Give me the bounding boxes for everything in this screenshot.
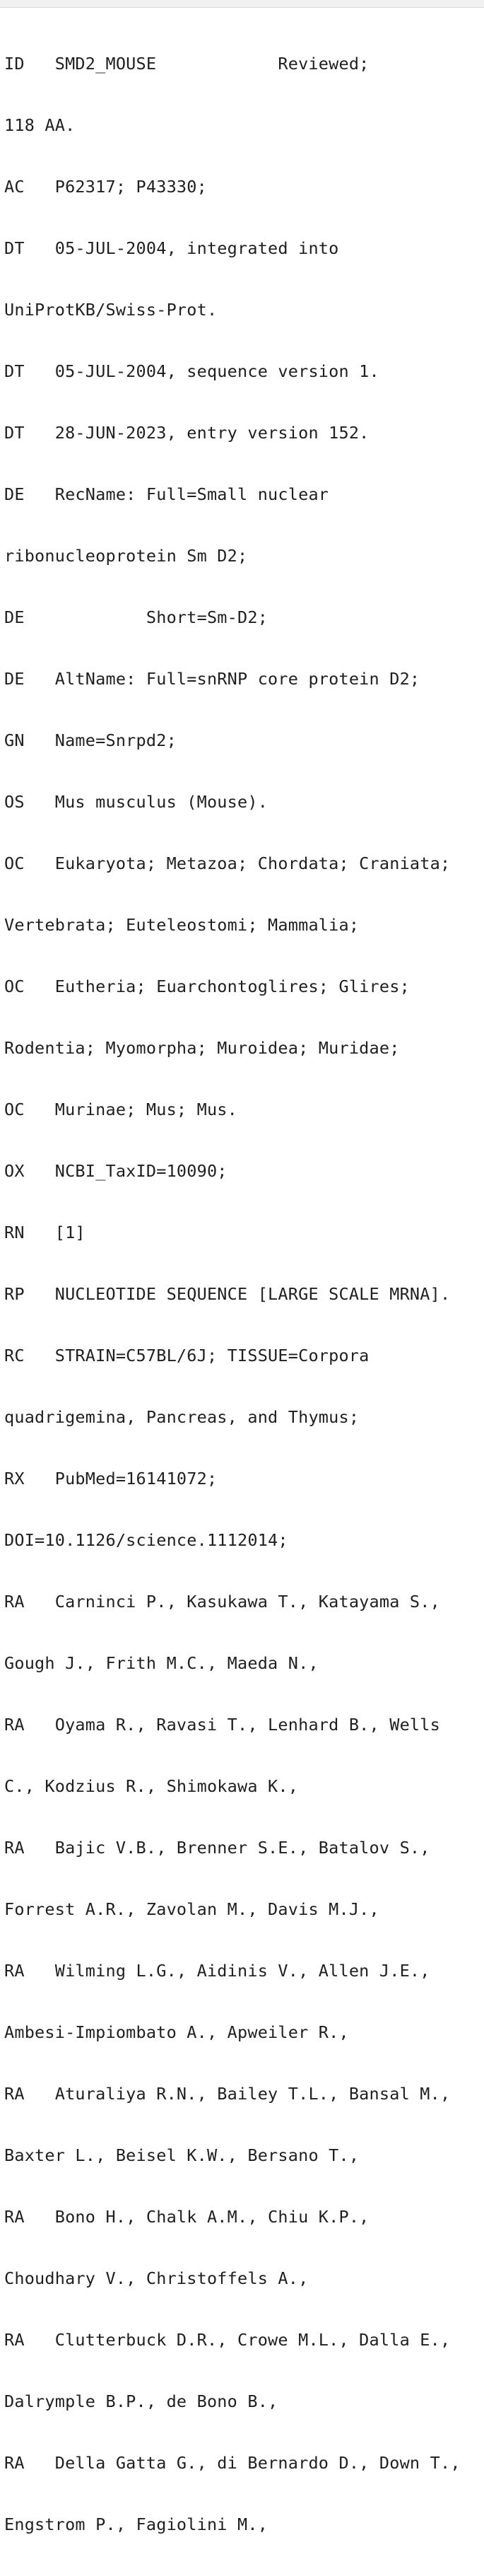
text-line: DT 05-JUL-2004, integrated into (4, 238, 339, 258)
text-line: Dalrymple B.P., de Bono B., (4, 2391, 278, 2411)
text-line: Forrest A.R., Zavolan M., Davis M.J., (4, 1899, 379, 1919)
text-line: RA Oyama R., Ravasi T., Lenhard B., Wells (4, 1715, 440, 1735)
text-line: RA Della Gatta G., di Bernardo D., Down T., (4, 2453, 461, 2473)
text-line: RC STRAIN=C57BL/6J; TISSUE=Corpora (4, 1346, 370, 1365)
text-line: RA Aturaliya R.N., Bailey T.L., Bansal M., (4, 2084, 451, 2104)
text-line: DT 28-JUN-2023, entry version 152. (4, 423, 370, 443)
text-line: C., Kodzius R., Shimokawa K., (4, 1776, 299, 1796)
text-line: OC Eutheria; Euarchontoglires; Glires; (4, 977, 410, 996)
text-line: DE Short=Sm-D2; (4, 607, 268, 627)
text-line: OX NCBI_TaxID=10090; (4, 1161, 228, 1181)
text-line: RN [1] (4, 1223, 85, 1242)
text-line: Rodentia; Myomorpha; Muroidea; Muridae; (4, 1038, 400, 1058)
top-edge (0, 0, 484, 8)
text-line: DE RecName: Full=Small nuclear (4, 484, 329, 504)
text-line: ribonucleoprotein Sm D2; (4, 546, 248, 566)
text-line: Choudhary V., Christoffels A., (4, 2268, 309, 2288)
text-line: RX PubMed=16141072; (4, 1469, 218, 1488)
text-line: OS Mus musculus (Mouse). (4, 792, 268, 812)
text-line: RP NUCLEOTIDE SEQUENCE [LARGE SCALE MRNA]. (4, 1284, 451, 1304)
text-line: RA Carninci P., Kasukawa T., Katayama S., (4, 1592, 440, 1612)
text-line: Ambesi-Impiombato A., Apweiler R., (4, 2022, 349, 2042)
text-line: 118 AA. (4, 115, 76, 135)
text-line: AC P62317; P43330; (4, 177, 207, 197)
text-line: OC Murinae; Mus; Mus. (4, 1100, 238, 1119)
text-line: GN Name=Snrpd2; (4, 730, 177, 750)
text-line: RA Wilming L.G., Aidinis V., Allen J.E., (4, 1961, 430, 1981)
text-line: Vertebrata; Euteleostomi; Mammalia; (4, 915, 360, 935)
text-line: RA Bajic V.B., Brenner S.E., Batalov S., (4, 1838, 430, 1858)
text-line: Engstrom P., Fagiolini M., (4, 2514, 268, 2534)
text-line: DOI=10.1126/science.1112014; (4, 1530, 288, 1550)
text-line: UniProtKB/Swiss-Prot. (4, 300, 218, 320)
text-line: OC Eukaryota; Metazoa; Chordata; Craniata; (4, 853, 451, 873)
text-line: ID SMD2_MOUSE Reviewed; (4, 54, 370, 74)
text-line: RA Clutterbuck D.R., Crowe M.L., Dalla E., (4, 2330, 451, 2350)
text-line: quadrigemina, Pancreas, and Thymus; (4, 1407, 360, 1427)
text-line: Gough J., Frith M.C., Maeda N., (4, 1653, 319, 1673)
text-line: Baxter L., Beisel K.W., Bersano T., (4, 2145, 360, 2165)
text-line: RA Bono H., Chalk A.M., Chiu K.P., (4, 2207, 370, 2227)
text-line: DE AltName: Full=snRNP core protein D2; (4, 669, 420, 689)
uniprot-entry-text (4, 13, 481, 2576)
text-line: DT 05-JUL-2004, sequence version 1. (4, 361, 379, 381)
